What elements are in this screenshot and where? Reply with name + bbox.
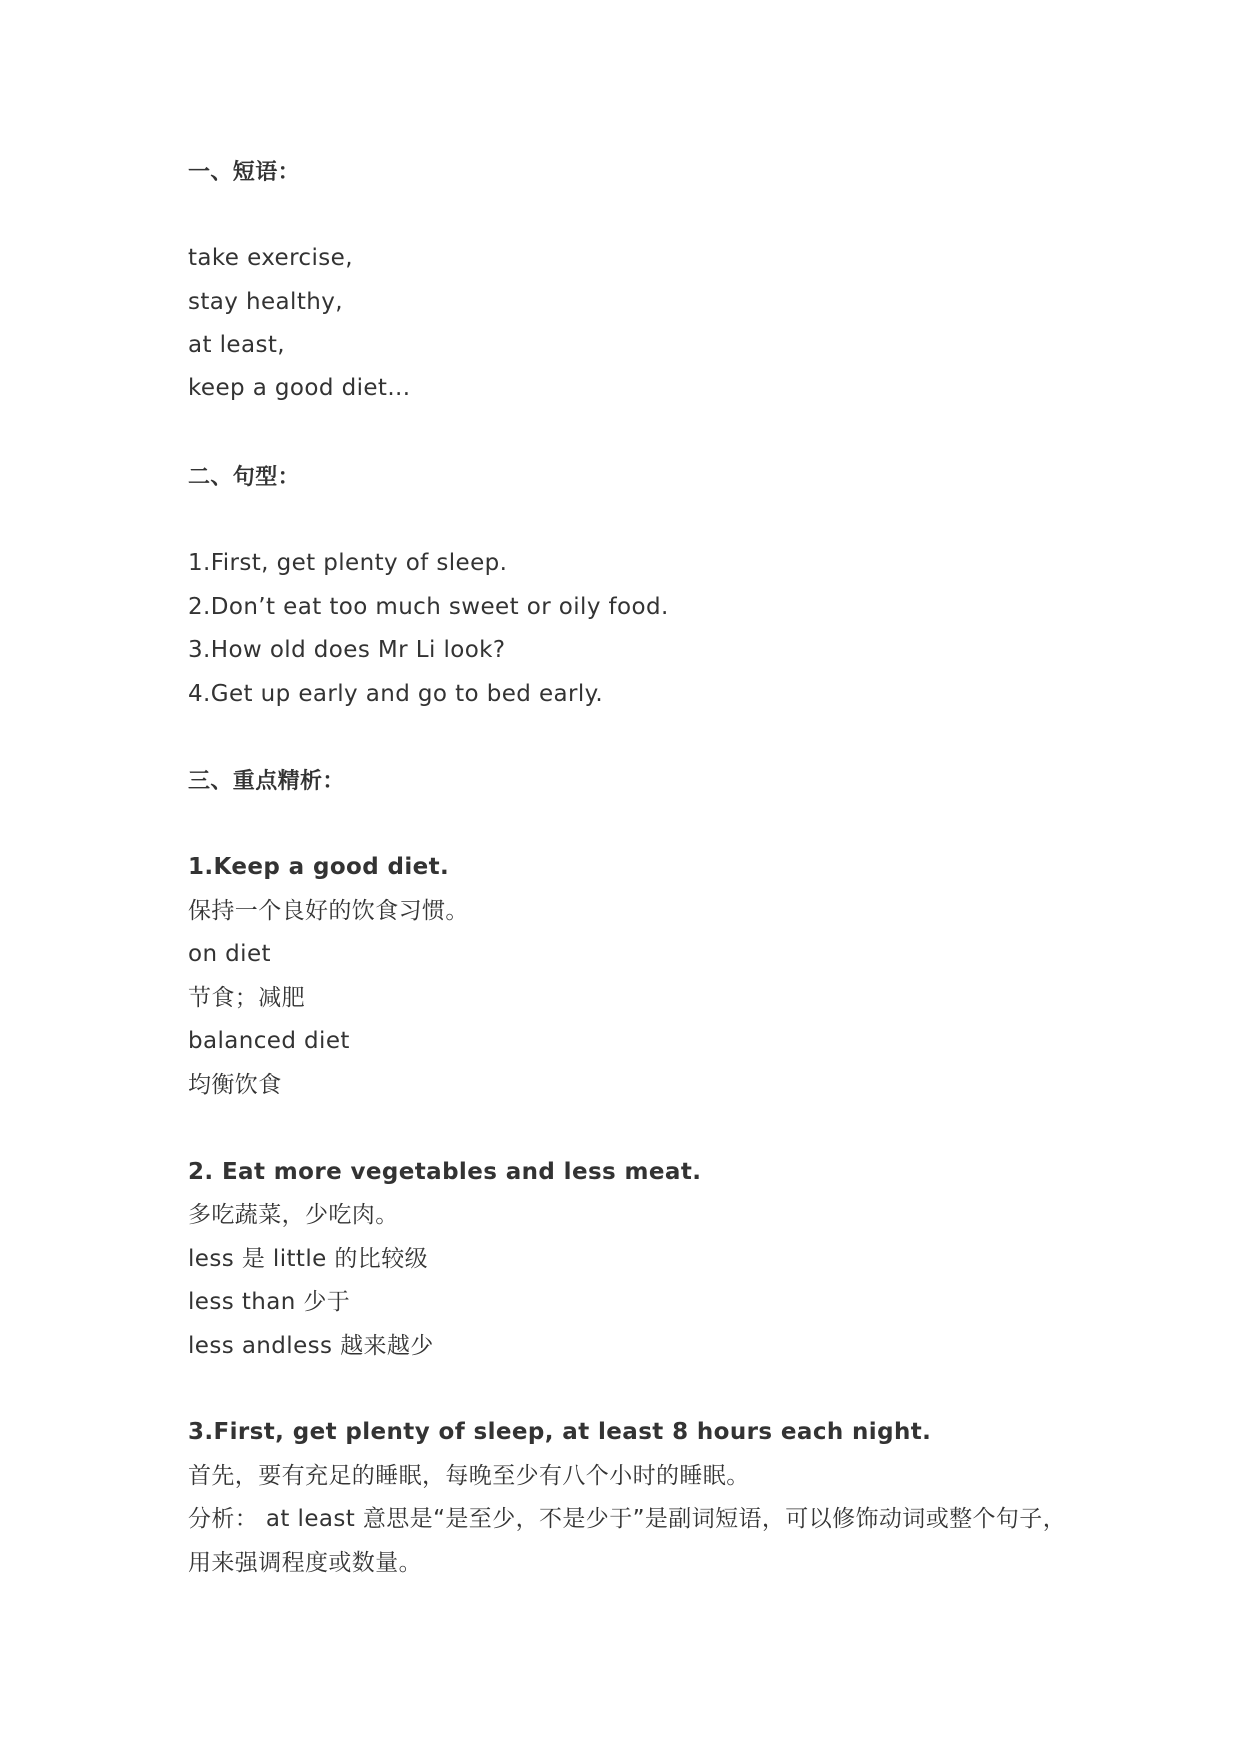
phrase-item: keep a good diet... (188, 375, 411, 401)
point-line: less than 少于 (188, 1289, 351, 1315)
sentence-item: 3.How old does Mr Li look? (188, 637, 506, 663)
phrase-item: at least, (188, 332, 285, 358)
section-heading-sentences: 二、句型： (188, 465, 301, 490)
point-line: on diet (188, 941, 271, 967)
point-line: 保持一个良好的饮食习惯。 (188, 898, 469, 924)
sentence-item: 4.Get up early and go to bed early. (188, 681, 604, 707)
point-title: 3.First, get plenty of sleep, at least 8 hours each night. (188, 1419, 932, 1445)
phrase-item: take exercise, (188, 245, 353, 271)
point-line: 首先，要有充足的睡眠，每晚至少有八个小时的睡眠。 (188, 1463, 750, 1489)
point-line: balanced diet (188, 1028, 350, 1054)
section-heading-phrases: 一、短语： (188, 160, 301, 185)
point-line: 节食；减肥 (188, 985, 305, 1011)
point-line: less 是 little 的比较级 (188, 1246, 428, 1272)
point-analysis: 分析： at least 意思是“是至少，不是少于”是副词短语，可以修饰动词或整个句子，用来强调程度或数量。 (188, 1506, 1067, 1576)
sentence-item: 1.First, get plenty of sleep. (188, 550, 508, 576)
point-line: 均衡饮食 (188, 1072, 282, 1098)
point-line: less andless 越来越少 (188, 1333, 434, 1359)
point-title: 1.Keep a good diet. (188, 854, 450, 880)
section-heading-analysis: 三、重点精析： (188, 769, 345, 794)
point-line: 多吃蔬菜，少吃肉。 (188, 1202, 399, 1228)
point-title: 2. Eat more vegetables and less meat. (188, 1159, 702, 1185)
phrase-item: stay healthy, (188, 289, 343, 315)
sentence-item: 2.Don’t eat too much sweet or oily food. (188, 594, 669, 620)
